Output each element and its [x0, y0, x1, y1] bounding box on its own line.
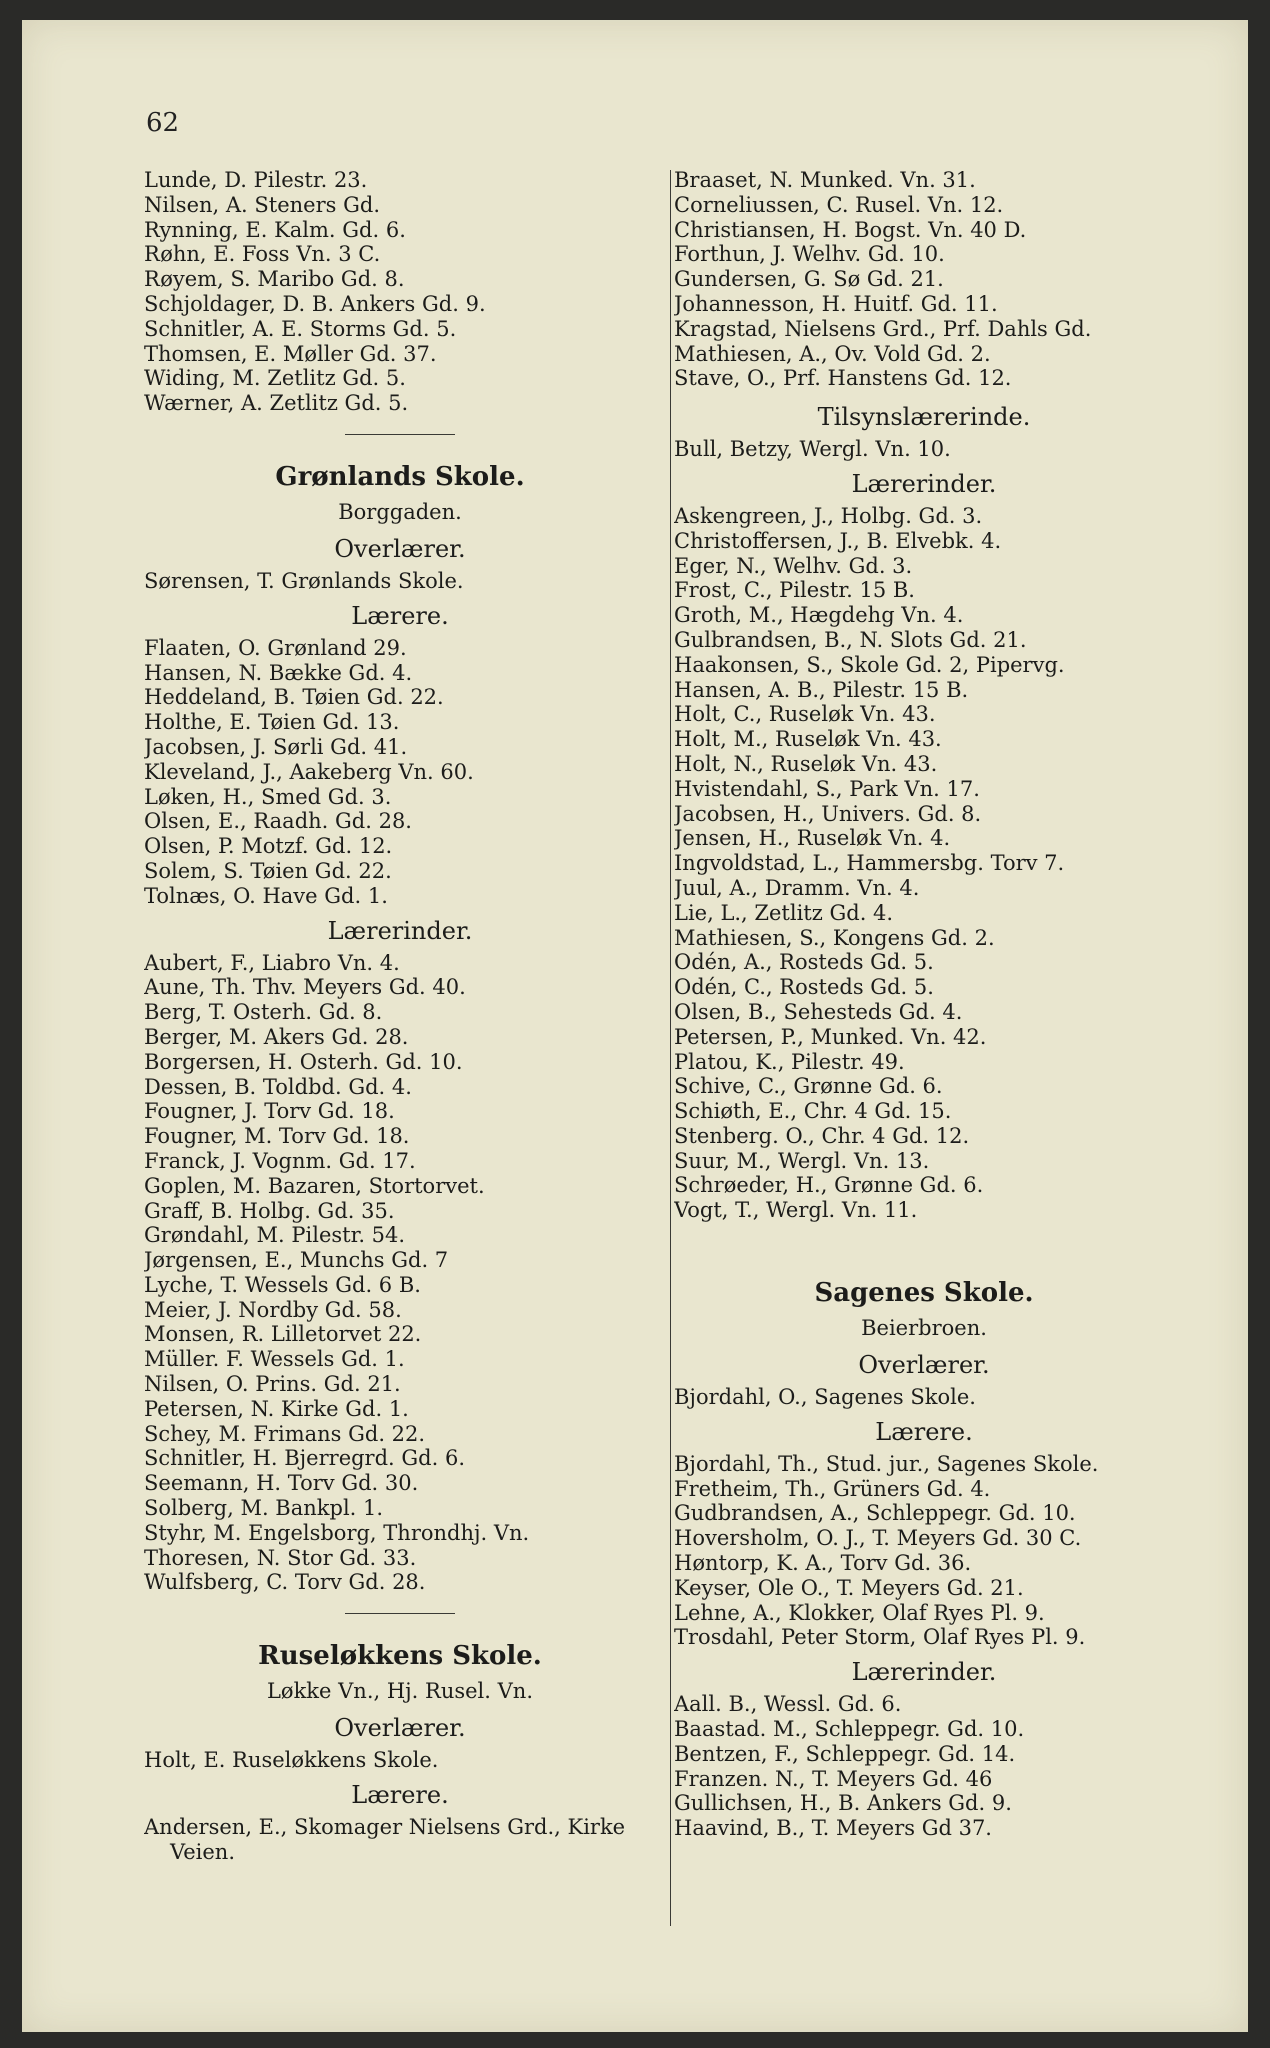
list-entry: Forthun, J. Welhv. Gd. 10.: [674, 242, 945, 267]
list-entry: Graff, B. Holbg. Gd. 35.: [144, 1198, 395, 1223]
list-entry: Jørgensen, E., Munchs Gd. 7: [144, 1248, 449, 1273]
list-entry: Haakonsen, S., Skole Gd. 2, Pipervg.: [674, 652, 1065, 677]
list-entry: Kragstad, Nielsens Grd., Prf. Dahls Gd.: [674, 316, 1092, 341]
list-entry: Berger, M. Akers Gd. 28.: [144, 1024, 409, 1049]
list-entry: Aubert, F., Liabro Vn. 4.: [144, 950, 400, 975]
list-entry: Seemann, H. Torv Gd. 30.: [144, 1471, 419, 1496]
list-entry: Solem, S. Tøien Gd. 22.: [144, 858, 392, 883]
section-heading: Overlærer.: [334, 1714, 466, 1743]
list-entry: Müller. F. Wessels Gd. 1.: [144, 1347, 405, 1372]
list-entry: Høntorp, K. A., Torv Gd. 36.: [674, 1551, 972, 1576]
school-address: Borggaden.: [338, 499, 462, 524]
section-heading: Tilsynslærerinde.: [817, 403, 1031, 432]
list-entry: Schnitler, A. E. Storms Gd. 5.: [144, 316, 457, 341]
list-entry: Goplen, M. Bazaren, Stortorvet.: [144, 1173, 485, 1198]
page-number: 62: [146, 108, 180, 138]
school-title: Grønlands Skole.: [275, 461, 525, 492]
list-entry: Eger, N., Welhv. Gd. 3.: [674, 553, 913, 578]
list-entry: Røyem, S. Maribo Gd. 8.: [144, 267, 405, 292]
list-entry: Aall. B., Wessl. Gd. 6.: [674, 1692, 902, 1717]
list-entry: Holthe, E. Tøien Gd. 13.: [144, 710, 400, 735]
list-entry: Hansen, A. B., Pilestr. 15 B.: [674, 677, 969, 702]
list-entry: Fougner, M. Torv Gd. 18.: [144, 1124, 410, 1149]
list-entry: Monsen, R. Lilletorvet 22.: [144, 1322, 422, 1347]
list-entry: Corneliussen, C. Rusel. Vn. 12.: [674, 192, 1004, 217]
list-entry: Schrøeder, H., Grønne Gd. 6.: [674, 1173, 984, 1198]
entry-list: [144, 636, 656, 909]
list-entry: Trosdahl, Peter Storm, Olaf Ryes Pl. 9.: [674, 1625, 1086, 1650]
entry-list: [674, 1692, 1174, 1841]
list-entry: Wærner, A. Zetlitz Gd. 5.: [144, 391, 409, 416]
column-divider: [670, 170, 671, 1926]
list-entry: Tolnæs, O. Have Gd. 1.: [144, 883, 388, 908]
list-entry: Flaaten, O. Grønland 29.: [144, 635, 407, 660]
school-title: Ruseløkkens Skole.: [258, 1641, 542, 1672]
list-entry: Kleveland, J., Aakeberg Vn. 60.: [144, 759, 474, 784]
list-entry: Baastad. M., Schleppegr. Gd. 10.: [674, 1717, 1025, 1742]
entry-list: [674, 1385, 1174, 1410]
right-column: [674, 168, 1174, 1841]
list-entry: Holt, E. Ruseløkkens Skole.: [144, 1748, 439, 1773]
list-entry: Fougner, J. Torv Gd. 18.: [144, 1099, 395, 1124]
school-title: Sagenes Skole.: [814, 1278, 1034, 1309]
section-heading: Lærerinder.: [327, 916, 473, 945]
section-separator: [345, 434, 455, 435]
section-separator: [345, 1613, 455, 1614]
list-entry: Holt, M., Ruseløk Vn. 43.: [674, 727, 942, 752]
list-entry: Solberg, M. Bankpl. 1.: [144, 1496, 384, 1521]
list-entry: Schnitler, H. Bjerregrd. Gd. 6.: [144, 1446, 465, 1471]
list-entry: Petersen, N. Kirke Gd. 1.: [144, 1396, 409, 1421]
list-entry: Gulbrandsen, B., N. Slots Gd. 21.: [674, 627, 1027, 652]
school-address: Løkke Vn., Hj. Rusel. Vn.: [266, 1679, 533, 1704]
spacer: [674, 1223, 1174, 1261]
list-entry: Suur, M., Wergl. Vn. 13.: [674, 1148, 930, 1173]
list-entry: Nilsen, A. Steners Gd.: [144, 192, 380, 217]
list-entry: Hansen, N. Bække Gd. 4.: [144, 660, 413, 685]
list-entry: Jensen, H., Ruseløk Vn. 4.: [674, 826, 951, 851]
list-entry: Røhn, E. Foss Vn. 3 C.: [144, 242, 381, 267]
list-entry: Thomsen, E. Møller Gd. 37.: [144, 341, 437, 366]
list-entry: Widing, M. Zetlitz Gd. 5.: [144, 366, 406, 391]
school-address: Beierbroen.: [861, 1316, 987, 1341]
list-entry: Schive, C., Grønne Gd. 6.: [674, 1074, 943, 1099]
list-entry: Aune, Th. Thv. Meyers Gd. 40.: [144, 975, 466, 1000]
list-entry: Wulfsberg, C. Torv Gd. 28.: [144, 1570, 426, 1595]
list-entry: Braaset, N. Munked. Vn. 31.: [674, 168, 976, 192]
section-heading: Lærerinder.: [851, 1658, 997, 1687]
list-entry: Vogt, T., Wergl. Vn. 11.: [674, 1198, 918, 1223]
list-entry: Stave, O., Prf. Hanstens Gd. 12.: [674, 366, 1012, 391]
list-entry: Petersen, P., Munked. Vn. 42.: [674, 1024, 987, 1049]
list-entry: Olsen, P. Motzf. Gd. 12.: [144, 834, 393, 859]
list-entry: Sørensen, T. Grønlands Skole.: [144, 568, 464, 593]
section-heading: Overlærer.: [858, 1351, 990, 1380]
list-entry: Hoversholm, O. J., T. Meyers Gd. 30 C.: [674, 1526, 1082, 1551]
list-entry: Holt, N., Ruseløk Vn. 43.: [674, 751, 938, 776]
list-entry: Bentzen, F., Schleppegr. Gd. 14.: [674, 1741, 1016, 1766]
entry-list: [674, 437, 1174, 462]
list-entry: Gundersen, G. Sø Gd. 21.: [674, 267, 944, 292]
list-entry: Olsen, B., Sehesteds Gd. 4.: [674, 999, 963, 1024]
list-entry: Jacobsen, J. Sørli Gd. 41.: [144, 734, 408, 759]
list-entry: Juul, A., Dramm. Vn. 4.: [674, 875, 920, 900]
list-entry: Bjordahl, Th., Stud. jur., Sagenes Skole.: [674, 1451, 1099, 1476]
list-entry: Meier, J. Nordby Gd. 58.: [144, 1297, 402, 1322]
section-heading: Overlærer.: [334, 534, 466, 563]
list-entry: Ingvoldstad, L., Hammersbg. Torv 7.: [674, 851, 1065, 876]
list-entry: Platou, K., Pilestr. 49.: [674, 1049, 905, 1074]
list-entry: Rynning, E. Kalm. Gd. 6.: [144, 217, 406, 242]
list-entry: Heddeland, B. Tøien Gd. 22.: [144, 685, 444, 710]
list-entry: Franck, J. Vognm. Gd. 17.: [144, 1148, 416, 1173]
list-entry: Johannesson, H. Huitf. Gd. 11.: [674, 291, 998, 316]
list-entry: Lyche, T. Wessels Gd. 6 B.: [144, 1272, 421, 1297]
list-entry: [144, 1815, 656, 1865]
list-entry: Bull, Betzy, Wergl. Vn. 10.: [674, 437, 951, 462]
left-column: [144, 168, 656, 1865]
entry-list: [144, 168, 656, 416]
list-entry: Schjoldager, D. B. Ankers Gd. 9.: [144, 291, 486, 316]
list-entry: Frost, C., Pilestr. 15 B.: [674, 578, 915, 603]
entry-list: [144, 1748, 656, 1773]
list-entry: Olsen, E., Raadh. Gd. 28.: [144, 809, 412, 834]
list-entry: Lehne, A., Klokker, Olaf Ryes Pl. 9.: [674, 1600, 1045, 1625]
section-heading: Lærere.: [351, 601, 449, 630]
list-entry: Odén, A., Rosteds Gd. 5.: [674, 950, 934, 975]
list-entry: Lie, L., Zetlitz Gd. 4.: [674, 900, 894, 925]
entry-list: [144, 569, 656, 594]
list-entry: Stenberg. O., Chr. 4 Gd. 12.: [674, 1123, 970, 1148]
list-entry: Løken, H., Smed Gd. 3.: [144, 784, 392, 809]
entry-list: [674, 1452, 1174, 1650]
list-entry: Askengreen, J., Holbg. Gd. 3.: [674, 503, 983, 528]
list-entry: Groth, M., Hægdehg Vn. 4.: [674, 603, 964, 628]
entry-continuation: Veien.: [170, 1839, 236, 1864]
list-entry: Berg, T. Osterh. Gd. 8.: [144, 1000, 383, 1025]
list-entry: Bjordahl, O., Sagenes Skole.: [674, 1385, 976, 1410]
list-entry: Gudbrandsen, A., Schleppegr. Gd. 10.: [674, 1501, 1076, 1526]
list-entry: Hvistendahl, S., Park Vn. 17.: [674, 776, 980, 801]
directory-page: [22, 20, 1248, 2032]
entry-text: Andersen, E., Skomager Nielsens Grd., Kirke: [144, 1815, 626, 1840]
list-entry: Christiansen, H. Bogst. Vn. 40 D.: [674, 217, 1027, 242]
list-entry: Lunde, D. Pilestr. 23.: [144, 168, 368, 192]
list-entry: Fretheim, Th., Grüners Gd. 4.: [674, 1476, 991, 1501]
list-entry: Keyser, Ole O., T. Meyers Gd. 21.: [674, 1575, 1024, 1600]
list-entry: Haavind, B., T. Meyers Gd 37.: [674, 1816, 992, 1841]
list-entry: Gullichsen, H., B. Ankers Gd. 9.: [674, 1791, 1012, 1816]
list-entry: Dessen, B. Toldbd. Gd. 4.: [144, 1074, 412, 1099]
list-entry: Styhr, M. Engelsborg, Throndhj. Vn.: [144, 1520, 530, 1545]
list-entry: Schiøth, E., Chr. 4 Gd. 15.: [674, 1099, 952, 1124]
entry-list: [674, 504, 1174, 1223]
list-entry: Franzen. N., T. Meyers Gd. 46: [674, 1766, 993, 1791]
entry-list: [144, 951, 656, 1596]
list-entry: Mathiesen, S., Kongens Gd. 2.: [674, 925, 995, 950]
list-entry: Mathiesen, A., Ov. Vold Gd. 2.: [674, 341, 991, 366]
section-heading: Lærere.: [875, 1417, 973, 1446]
section-heading: Lærere.: [351, 1781, 449, 1810]
list-entry: Borgersen, H. Osterh. Gd. 10.: [144, 1049, 463, 1074]
list-entry: Nilsen, O. Prins. Gd. 21.: [144, 1372, 401, 1397]
list-entry: Grøndahl, M. Pilestr. 54.: [144, 1223, 406, 1248]
list-entry: Holt, C., Ruseløk Vn. 43.: [674, 702, 936, 727]
list-entry: Jacobsen, H., Univers. Gd. 8.: [674, 801, 982, 826]
list-entry: Odén, C., Rosteds Gd. 5.: [674, 975, 934, 1000]
list-entry: Christoffersen, J., B. Elvebk. 4.: [674, 528, 1002, 553]
list-entry: Schey, M. Frimans Gd. 22.: [144, 1421, 426, 1446]
list-entry: Thoresen, N. Stor Gd. 33.: [144, 1545, 417, 1570]
entry-list: [674, 168, 1174, 391]
section-heading: Lærerinder.: [851, 469, 997, 498]
